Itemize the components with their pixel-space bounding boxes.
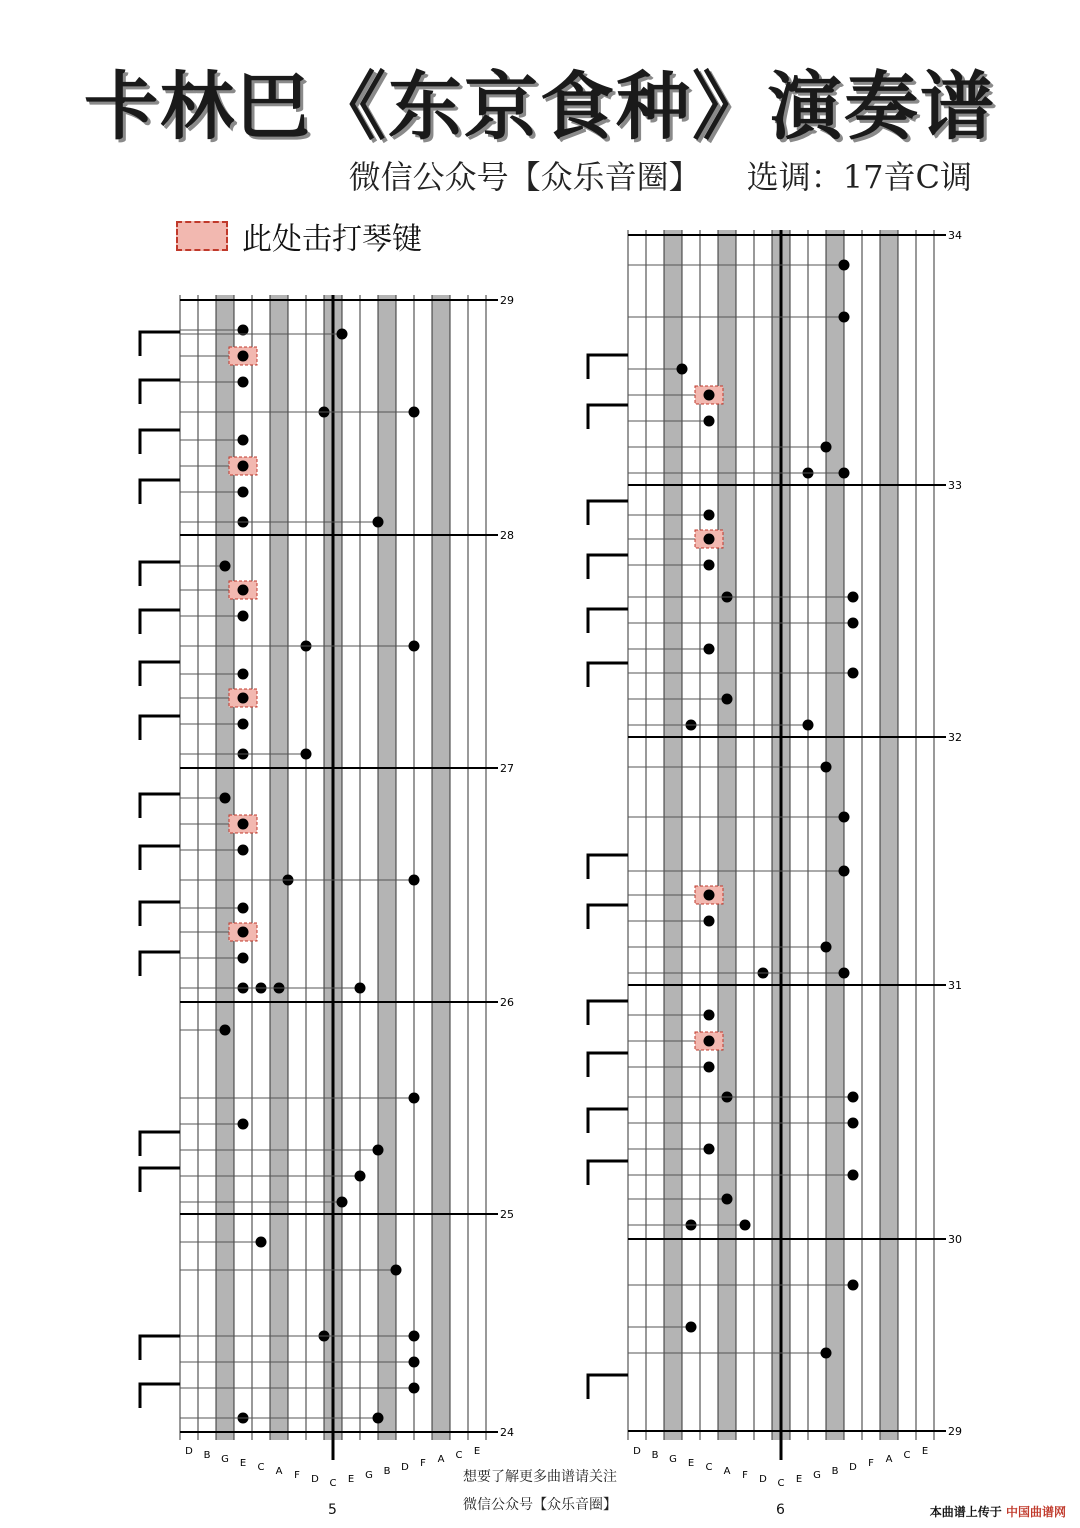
rhythm-bracket — [588, 663, 628, 687]
subtitle-key: 选调：17音C调 — [746, 158, 972, 196]
note-head — [839, 260, 850, 271]
rhythm-bracket — [140, 562, 180, 586]
note-head — [238, 719, 249, 730]
note-head — [409, 1357, 420, 1368]
key-label: E — [347, 1474, 355, 1485]
rhythm-bracket — [140, 1168, 180, 1192]
note-head — [373, 1145, 384, 1156]
key-label: B — [203, 1450, 211, 1461]
note-head — [821, 442, 832, 453]
rhythm-bracket — [140, 430, 180, 454]
rhythm-bracket — [588, 555, 628, 579]
upload-credit — [930, 1503, 1066, 1520]
note-head — [373, 1413, 384, 1424]
note-head — [803, 720, 814, 731]
note-head — [238, 927, 249, 938]
note-head — [821, 1348, 832, 1359]
key-label: E — [239, 1458, 247, 1469]
footer-line-1: 想要了解更多曲谱请关注 — [463, 1469, 617, 1485]
note-head — [238, 351, 249, 362]
note-head — [238, 903, 249, 914]
measure-number: 29 — [500, 294, 514, 307]
key-label: F — [868, 1458, 874, 1469]
key-label: E — [921, 1446, 929, 1457]
rhythm-bracket — [588, 1001, 628, 1025]
legend — [176, 214, 422, 258]
rhythm-bracket — [140, 380, 180, 404]
note-head — [238, 611, 249, 622]
note-head — [704, 390, 715, 401]
note-head — [704, 534, 715, 545]
note-head — [238, 953, 249, 964]
rhythm-bracket — [140, 1336, 180, 1360]
note-head — [238, 377, 249, 388]
note-head — [301, 749, 312, 760]
note-head — [238, 461, 249, 472]
key-label: D — [849, 1462, 857, 1473]
key-label: D — [633, 1446, 641, 1457]
note-head — [722, 694, 733, 705]
tab-sheet-right — [578, 225, 978, 1505]
page-title: 卡林巴《东京食种》演奏谱 — [84, 64, 996, 150]
measure-number: 26 — [500, 996, 514, 1009]
measure-number: 31 — [948, 979, 962, 992]
measure-number: 33 — [948, 479, 962, 492]
note-head — [238, 669, 249, 680]
key-label: B — [383, 1466, 391, 1477]
key-label: D — [185, 1446, 193, 1457]
note-head — [848, 1280, 859, 1291]
key-label: D — [401, 1462, 409, 1473]
note-head — [256, 1237, 267, 1248]
note-head — [704, 1010, 715, 1021]
note-head — [337, 1197, 348, 1208]
note-head — [839, 812, 850, 823]
measure-number: 29 — [948, 1425, 962, 1438]
rhythm-bracket — [588, 501, 628, 525]
page-number-left: 5 — [328, 1502, 337, 1518]
measure-number: 27 — [500, 762, 514, 775]
rhythm-bracket — [140, 1384, 180, 1408]
rhythm-bracket — [588, 1053, 628, 1077]
rhythm-bracket — [588, 609, 628, 633]
note-head — [704, 416, 715, 427]
site-brand-logo: 中国曲谱网 — [1005, 1505, 1066, 1519]
note-head — [686, 1322, 697, 1333]
note-head — [238, 585, 249, 596]
subtitle-account: 微信公众号【众乐音圈】 — [348, 158, 701, 196]
note-head — [848, 1092, 859, 1103]
highlight-swatch — [176, 221, 228, 251]
rhythm-bracket — [588, 1109, 628, 1133]
note-head — [839, 968, 850, 979]
note-head — [391, 1265, 402, 1276]
rhythm-bracket — [140, 610, 180, 634]
rhythm-bracket — [588, 855, 628, 879]
note-head — [409, 641, 420, 652]
rhythm-bracket — [140, 1132, 180, 1156]
key-label: E — [473, 1446, 481, 1457]
rhythm-bracket — [140, 902, 180, 926]
key-label: G — [365, 1470, 373, 1481]
note-head — [704, 560, 715, 571]
note-head — [839, 468, 850, 479]
key-label: C — [777, 1478, 785, 1489]
rhythm-bracket — [140, 794, 180, 818]
rhythm-bracket — [588, 1375, 628, 1399]
key-label: C — [705, 1462, 713, 1473]
note-head — [220, 1025, 231, 1036]
note-head — [704, 644, 715, 655]
measure-number: 30 — [948, 1233, 962, 1246]
note-head — [848, 618, 859, 629]
rhythm-bracket — [140, 480, 180, 504]
note-head — [839, 866, 850, 877]
note-head — [238, 435, 249, 446]
measure-number: 32 — [948, 731, 962, 744]
page-number-right: 6 — [776, 1502, 785, 1518]
note-head — [409, 1383, 420, 1394]
legend-label: 此处击打琴键 — [242, 222, 422, 257]
tab-sheet-left — [130, 290, 530, 1505]
rhythm-bracket — [140, 716, 180, 740]
rhythm-bracket — [140, 662, 180, 686]
upload-prefix: 本曲谱上传于 — [929, 1505, 1002, 1519]
key-label: F — [294, 1470, 300, 1481]
note-head — [704, 1144, 715, 1155]
note-head — [704, 1062, 715, 1073]
tine-shade — [718, 230, 736, 1440]
note-head — [848, 1170, 859, 1181]
note-head — [848, 1118, 859, 1129]
tine-shade — [432, 295, 450, 1440]
note-head — [677, 364, 688, 375]
note-head — [373, 517, 384, 528]
note-head — [355, 1171, 366, 1182]
key-label: E — [687, 1458, 695, 1469]
note-head — [409, 1331, 420, 1342]
note-head — [409, 1093, 420, 1104]
rhythm-bracket — [588, 1161, 628, 1185]
note-head — [220, 561, 231, 572]
measure-number: 28 — [500, 529, 514, 542]
note-head — [821, 762, 832, 773]
key-label: A — [723, 1466, 731, 1477]
note-head — [409, 875, 420, 886]
note-head — [409, 407, 420, 418]
rhythm-bracket — [588, 355, 628, 379]
note-head — [238, 487, 249, 498]
key-label: B — [831, 1466, 839, 1477]
key-label: F — [742, 1470, 748, 1481]
rhythm-bracket — [588, 405, 628, 429]
note-head — [238, 693, 249, 704]
tine-shade — [664, 230, 682, 1440]
note-head — [337, 329, 348, 340]
key-label: C — [903, 1450, 911, 1461]
measure-number: 34 — [948, 229, 962, 242]
note-head — [355, 983, 366, 994]
key-label: D — [311, 1474, 319, 1485]
key-label: G — [221, 1454, 229, 1465]
key-label: B — [651, 1450, 659, 1461]
note-head — [740, 1220, 751, 1231]
note-head — [704, 510, 715, 521]
measure-number: 25 — [500, 1208, 514, 1221]
note-head — [220, 793, 231, 804]
rhythm-bracket — [588, 905, 628, 929]
note-head — [704, 1036, 715, 1047]
note-head — [848, 592, 859, 603]
key-label: C — [257, 1462, 265, 1473]
rhythm-bracket — [140, 846, 180, 870]
key-label: A — [885, 1454, 893, 1465]
note-head — [238, 819, 249, 830]
key-label: G — [813, 1470, 821, 1481]
measure-number: 24 — [500, 1426, 514, 1439]
note-head — [238, 1119, 249, 1130]
tine-shade — [270, 295, 288, 1440]
note-head — [238, 845, 249, 856]
key-label: A — [437, 1454, 445, 1465]
rhythm-bracket — [140, 332, 180, 356]
note-head — [704, 916, 715, 927]
key-label: A — [275, 1466, 283, 1477]
tine-shade — [826, 230, 844, 1440]
note-head — [848, 668, 859, 679]
key-label: G — [669, 1454, 677, 1465]
footer-line-2: 微信公众号【众乐音圈】 — [463, 1497, 617, 1513]
note-head — [839, 312, 850, 323]
key-label: E — [795, 1474, 803, 1485]
key-label: D — [759, 1474, 767, 1485]
note-head — [722, 1194, 733, 1205]
key-label: C — [329, 1478, 337, 1489]
tine-shade — [880, 230, 898, 1440]
rhythm-bracket — [140, 952, 180, 976]
note-head — [821, 942, 832, 953]
key-label: C — [455, 1450, 463, 1461]
note-head — [704, 890, 715, 901]
subtitle — [313, 152, 972, 198]
key-label: F — [420, 1458, 426, 1469]
